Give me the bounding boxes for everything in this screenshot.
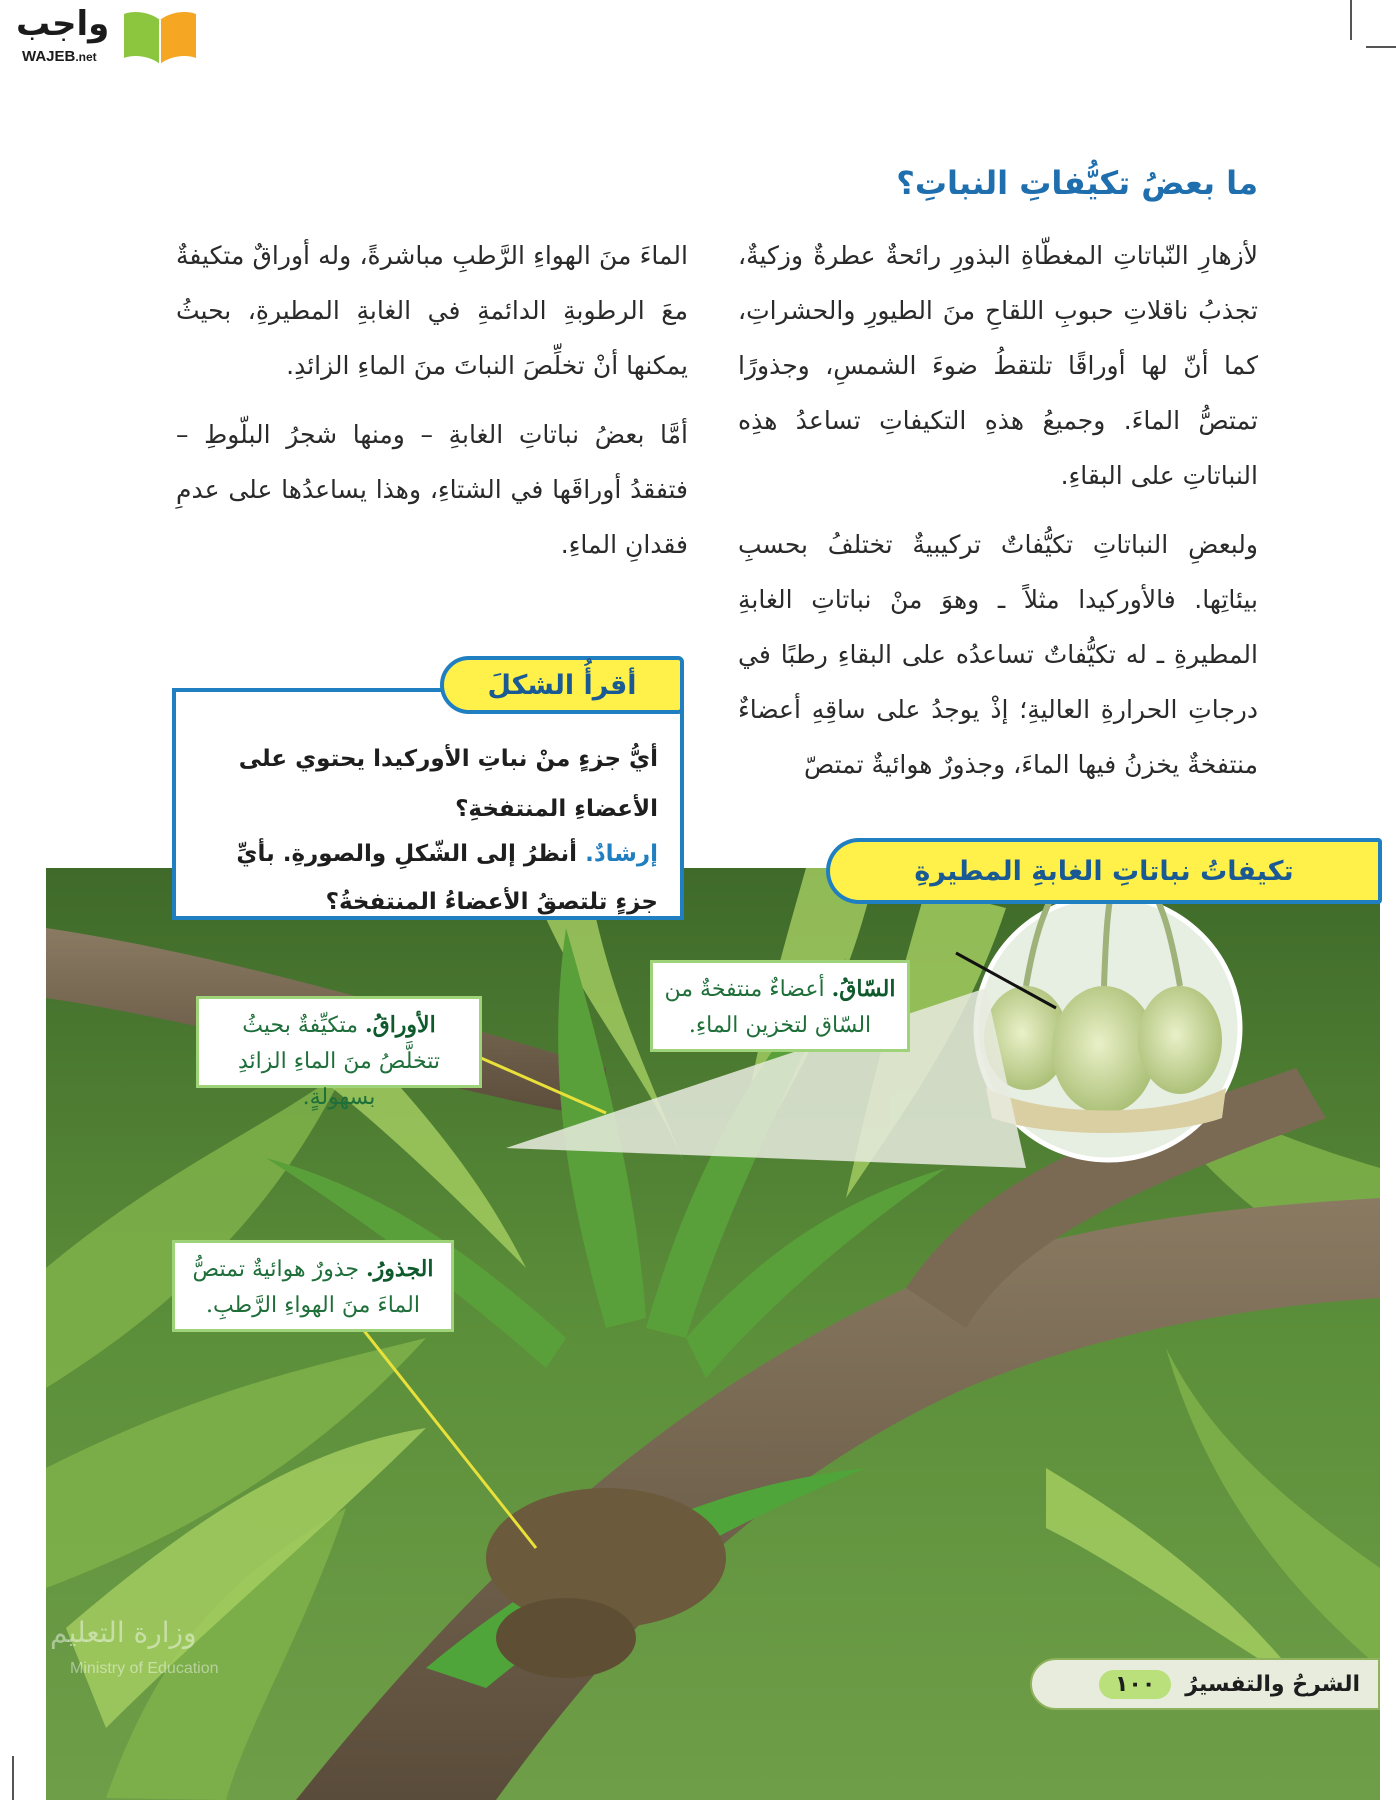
callout-leaves: [196, 996, 482, 1110]
read-figure-question: أيُّ جزءٍ منْ نباتِ الأوركيدا يحتوي على الأعضاءِ المنتفخةِ؟: [238, 746, 658, 822]
crop-mark-right: [1366, 46, 1396, 48]
section-heading: ما بعضُ تكيُّفاتِ النباتِ؟: [896, 164, 1258, 202]
footer-section-title: الشرحُ والتفسيرُ: [1185, 1671, 1360, 1697]
callout-roots: [172, 1240, 454, 1332]
logo-sub-main: WAJEB: [22, 48, 76, 65]
leaves-text: متكيِّفةٌ بحيثُ تتخلَّصُ منَ الماءِ الزائدِ بسهولةٍ.: [237, 1013, 441, 1110]
hint-text: أنظرُ إلى الشّكلِ والصورةِ. بأيِّ جزءٍ تلتصقُ الأعضاءُ المنتفخةُ؟: [236, 841, 658, 915]
left-text-column: [176, 228, 688, 586]
read-figure-hint: [196, 830, 658, 926]
crop-mark-top: [1350, 0, 1352, 40]
paragraph: ولبعضِ النباتاتِ تكيُّفاتٌ تركيبيةٌ تختلفُ بحسبِ بيئاتِها. فالأوركيدا مثلاً ـ وهوَ منْ نباتاتِ الغابةِ المطيرةِ ـ له تكيُّفاتٌ تساعدُه على البقاءِ رطبًا في درجاتِ الحرارةِ العاليةِ؛ إذْ يوجدُ على ساقِهِ أعضاءٌ منتفخةٌ يخزنُ فيها الماءَ، وجذورٌ هوائيةٌ تمتصّ: [738, 530, 1258, 779]
logo-word: واجب: [16, 4, 110, 44]
callout-stem: [650, 960, 910, 1052]
crop-mark-left: [12, 1756, 14, 1800]
stem-text: أعضاءٌ منتفخةٌ من السّاق لتخزين الماءِ.: [664, 977, 872, 1038]
read-figure-tab: أقرأُ الشكلَ: [440, 656, 684, 714]
paragraph: لأزهارِ النّباتاتِ المغطّاةِ البذورِ رائحةٌ عطرةٌ وزكيةٌ، تجذبُ ناقلاتِ حبوبِ اللقاحِ منَ الطيورِ والحشراتِ، كما أنّ لها أوراقًا تلتقطُ ضوءَ الشمسِ، وجذورًا تمتصُّ الماءَ. وجميعُ هذهِ التكيفاتِ تساعدُ هذِه النباتاتِ على البقاءِ.: [738, 241, 1258, 490]
roots-label: الجذورُ.: [365, 1256, 434, 1282]
page-number: ١٠٠: [1099, 1670, 1171, 1699]
figure-title: تكيفاتُ نباتاتِ الغابةِ المطيرةِ: [826, 838, 1382, 904]
logo-subtitle: [22, 48, 97, 65]
stem-label: السّاقُ.: [831, 976, 896, 1002]
paragraph: الماءَ منَ الهواءِ الرَّطبِ مباشرةً، وله أوراقٌ متكيفةٌ معَ الرطوبةِ الدائمةِ في الغابةِ المطيرةِ، بحيثُ يمكنها أنْ تخلِّصَ النباتَ منَ الماءِ الزائدِ.: [176, 241, 688, 380]
ministry-watermark: وزارة التعليم: [50, 1616, 197, 1649]
read-figure-box: [172, 688, 684, 920]
logo-sub-net: .net: [75, 50, 97, 64]
right-text-column: [738, 228, 1258, 806]
ministry-watermark-sub: Ministry of Education: [70, 1660, 219, 1677]
wajeb-logo[interactable]: [12, 4, 192, 70]
paragraph: أمَّا بعضُ نباتاتِ الغابةِ – ومنها شجرُ البلّوطِ – فتفقدُ أوراقَها في الشتاءِ، وهذا يساعدُها على عدمِ فقدانِ الماءِ.: [176, 420, 688, 559]
footer-bar: [1030, 1658, 1380, 1710]
leaves-label: الأوراقُ.: [364, 1012, 436, 1038]
roots-text: جذورٌ هوائيةٌ تمتصُّ الماءَ منَ الهواءِ الرَّطبِ.: [192, 1257, 420, 1318]
book-icon: [120, 6, 200, 66]
hint-label: إرشادٌ.: [585, 841, 658, 867]
